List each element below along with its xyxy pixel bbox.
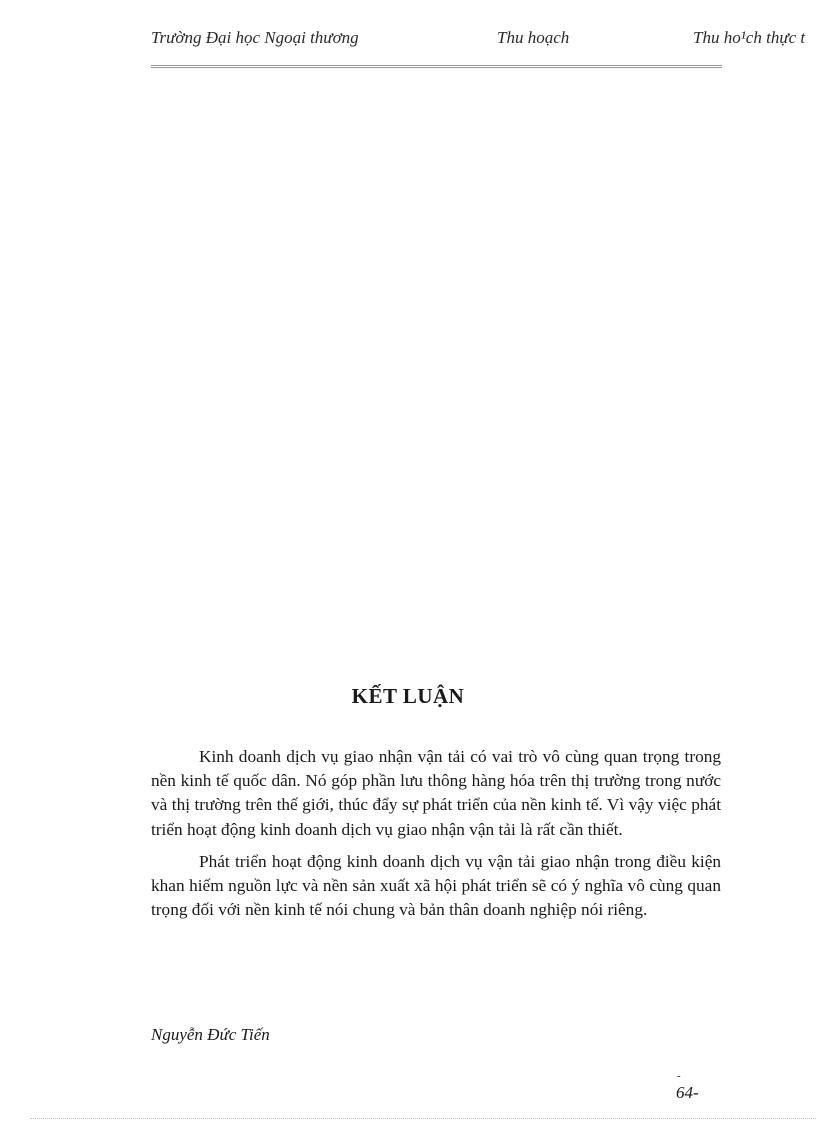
conclusion-body: [151, 745, 721, 930]
paragraph-2: Phát triển hoạt động kinh doanh dịch vụ vận tải giao nhận trong điều kiện khan hiếm nguồn lực và nền sản xuất xã hội phát triển sẽ có ý nghĩa vô cùng quan trọng đối với nền kinh tế nói chung và bản thân doanh nghiệp nói riêng.: [151, 851, 721, 920]
page-number: [676, 1070, 699, 1103]
page-number-mark: -: [677, 1070, 681, 1082]
footer-rule: [30, 1118, 816, 1119]
paragraph-1: Kinh doanh dịch vụ giao nhận vận tải có vai trò vô cùng quan trọng trong nền kinh tế quốc dân. Nó góp phần lưu thông hàng hóa trên thị trường trong nước và thị trường trên thế giới, thúc đẩy sự phát triển của nền kinh tế. Vì vậy việc phát triển hoạt động kinh doanh dịch vụ giao nhận vận tải là rất cần thiết.: [151, 747, 721, 839]
author-name: Nguyễn Đức Tiến: [151, 1025, 270, 1044]
header-rule: [151, 65, 722, 68]
page-number-label: 64-: [676, 1083, 699, 1102]
page-title: KẾT LUẬN: [351, 684, 465, 708]
header-right-label: Thu ho¹ch thực t: [693, 28, 806, 47]
header-section-label: Thu hoạch: [497, 28, 570, 47]
page-header: [0, 28, 816, 56]
header-school-name: Trường Đại học Ngoại thương: [151, 28, 359, 47]
